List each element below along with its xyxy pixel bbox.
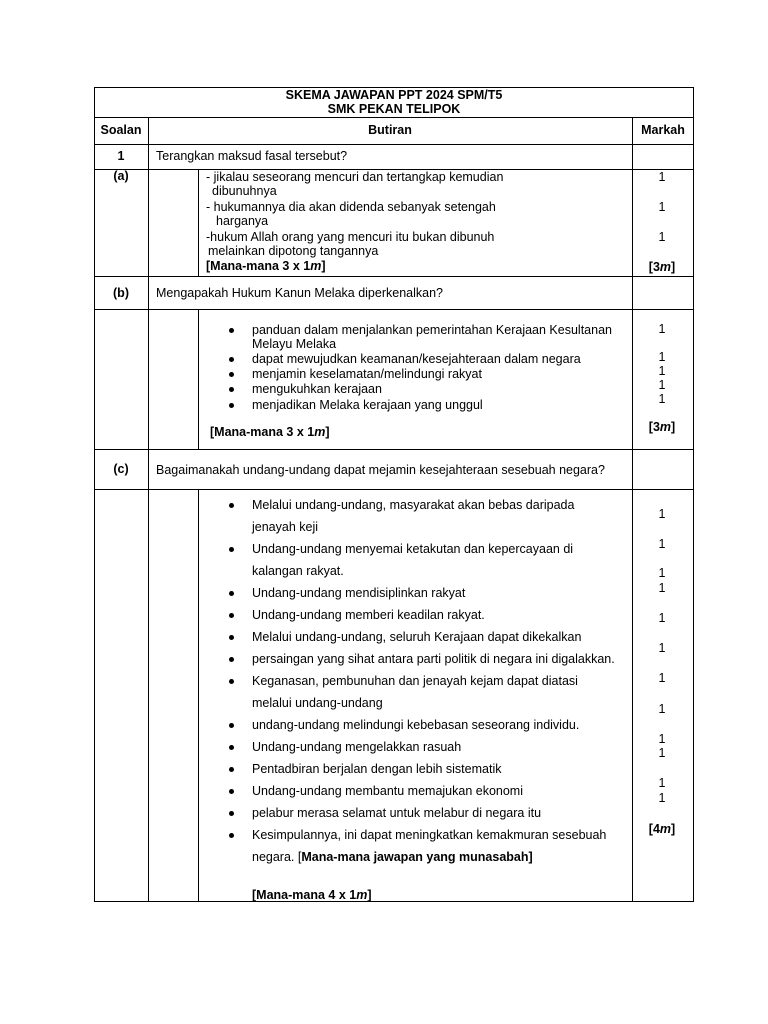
answer-line: dibunuhnya <box>212 184 277 198</box>
bullet-icon <box>229 372 234 377</box>
answer-line: kalangan rakyat. <box>252 564 344 578</box>
bullet-icon <box>229 328 234 333</box>
answer-line: Undang-undang memberi keadilan rakyat. <box>252 608 485 622</box>
bullet-icon <box>229 657 234 662</box>
mark-value: 1 <box>658 746 666 760</box>
answer-line: menjamin keselamatan/melindungi rakyat <box>252 367 482 381</box>
row-divider <box>94 117 694 118</box>
bullet-icon <box>229 403 234 408</box>
answer-line: Melalui undang-undang, masyarakat akan bebas daripada <box>252 498 575 512</box>
mark-total: [4m] <box>648 822 676 836</box>
mark-value: 1 <box>658 791 666 805</box>
marking-summary: [Mana-mana 4 x 1m] <box>252 888 372 902</box>
mark-value: 1 <box>658 537 666 551</box>
question-number: 1 <box>117 149 125 163</box>
answer-line: Undang-undang mendisiplinkan rakyat <box>252 586 466 600</box>
answer-line: jenayah keji <box>252 520 319 534</box>
col-divider <box>198 169 199 276</box>
mark-value: 1 <box>658 364 666 378</box>
mark-value: 1 <box>658 322 666 336</box>
answer-line: panduan dalam menjalankan pemerintahan Kerajaan Kesultanan <box>252 323 612 337</box>
row-divider <box>94 276 694 277</box>
answer-line: pelabur merasa selamat untuk melabur di negara itu <box>252 806 542 820</box>
answer-line: dapat mewujudkan keamanan/kesejahteraan dalam negara <box>252 352 581 366</box>
row-divider <box>94 144 694 145</box>
mark-value: 1 <box>658 170 666 184</box>
answer-line: - jikalau seseorang mencuri dan tertangkap kemudian <box>206 170 504 184</box>
bullet-icon <box>229 789 234 794</box>
mark-value: 1 <box>658 200 666 214</box>
answer-line: Keganasan, pembunuhan dan jenayah kejam dapat diatasi <box>252 674 578 688</box>
mark-value: 1 <box>658 732 666 746</box>
answer-line: Melalui undang-undang, seluruh Kerajaan dapat dikekalkan <box>252 630 582 644</box>
col-header-soalan: Soalan <box>100 123 142 137</box>
part-label-c: (c) <box>113 462 129 476</box>
answer-line: melainkan dipotong tangannya <box>208 244 379 258</box>
row-divider <box>94 489 694 490</box>
row-divider <box>94 309 694 310</box>
col-header-butiran: Butiran <box>368 123 412 137</box>
answer-line: melalui undang-undang <box>252 696 383 710</box>
answer-line: negara. [Mana-mana jawapan yang munasabah] <box>252 850 533 864</box>
mark-total: [3m] <box>648 420 676 434</box>
answer-line: Undang-undang membantu memajukan ekonomi <box>252 784 523 798</box>
title-line-2: SMK PEKAN TELIPOK <box>327 102 461 116</box>
mark-value: 1 <box>658 507 666 521</box>
mark-value: 1 <box>658 230 666 244</box>
marking-summary: [Mana-mana 3 x 1m] <box>210 425 330 439</box>
mark-value: 1 <box>658 776 666 790</box>
question-text: Mengapakah Hukum Kanun Melaka diperkenalkan? <box>156 286 443 300</box>
bullet-icon <box>229 635 234 640</box>
answer-line: -hukum Allah orang yang mencuri itu bukan dibunuh <box>206 230 495 244</box>
part-label-a: (a) <box>113 169 129 183</box>
bullet-icon <box>229 503 234 508</box>
bullet-icon <box>229 745 234 750</box>
col-divider <box>198 309 199 449</box>
col-divider <box>148 117 149 902</box>
bullet-icon <box>229 679 234 684</box>
answer-line: menjadikan Melaka kerajaan yang unggul <box>252 398 483 412</box>
mark-total: [3m] <box>648 260 676 274</box>
answer-line: harganya <box>216 214 269 228</box>
answer-line: Undang-undang menyemai ketakutan dan kepercayaan di <box>252 542 574 556</box>
col-header-markah: Markah <box>641 123 685 137</box>
mark-value: 1 <box>658 671 666 685</box>
bullet-icon <box>229 723 234 728</box>
answer-line: undang-undang melindungi kebebasan seseorang individu. <box>252 718 580 732</box>
title-line-1: SKEMA JAWAPAN PPT 2024 SPM/T5 <box>285 88 503 102</box>
answer-line: Melayu Melaka <box>252 337 337 351</box>
bullet-icon <box>229 387 234 392</box>
mark-value: 1 <box>658 581 666 595</box>
part-label-b: (b) <box>113 286 129 300</box>
marking-summary: [Mana-mana 3 x 1m] <box>206 259 326 273</box>
bullet-icon <box>229 767 234 772</box>
mark-value: 1 <box>658 350 666 364</box>
answer-line: Undang-undang mengelakkan rasuah <box>252 740 462 754</box>
mark-value: 1 <box>658 378 666 392</box>
answer-line: Pentadbiran berjalan dengan lebih sistematik <box>252 762 502 776</box>
mark-value: 1 <box>658 641 666 655</box>
row-divider <box>94 449 694 450</box>
mark-value: 1 <box>658 392 666 406</box>
mark-value: 1 <box>658 566 666 580</box>
bullet-icon <box>229 357 234 362</box>
bullet-icon <box>229 591 234 596</box>
answer-line: - hukumannya dia akan didenda sebanyak setengah <box>206 200 496 214</box>
question-text: Bagaimanakah undang-undang dapat mejamin kesejahteraan sesebuah negara? <box>156 463 605 477</box>
question-text: Terangkan maksud fasal tersebut? <box>156 149 348 163</box>
answer-line: persaingan yang sihat antara parti politik di negara ini digalakkan. <box>252 652 615 666</box>
bullet-icon <box>229 833 234 838</box>
col-divider <box>198 489 199 902</box>
answer-line: mengukuhkan kerajaan <box>252 382 382 396</box>
mark-value: 1 <box>658 611 666 625</box>
answer-line: Kesimpulannya, ini dapat meningkatkan kemakmuran sesebuah <box>252 828 607 842</box>
mark-value: 1 <box>658 702 666 716</box>
bullet-icon <box>229 547 234 552</box>
bullet-icon <box>229 613 234 618</box>
bullet-icon <box>229 811 234 816</box>
